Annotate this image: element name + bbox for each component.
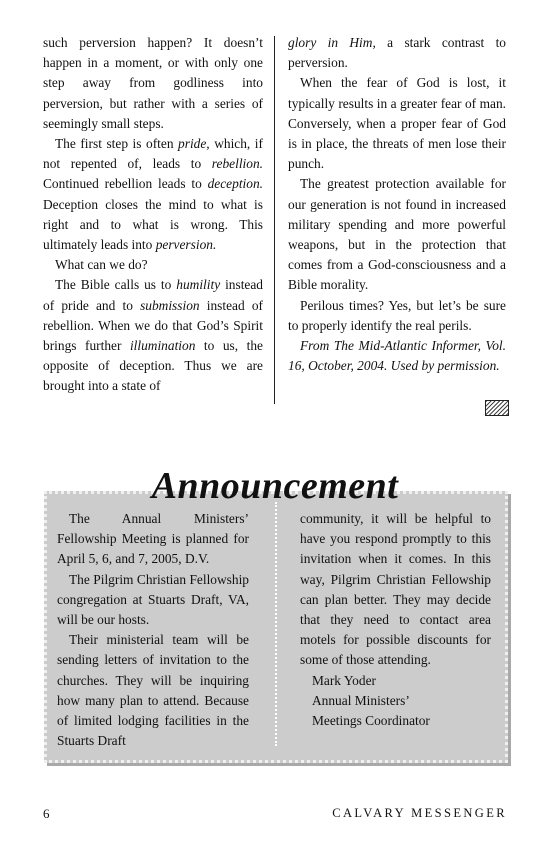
announcement-paragraph-2: The Pilgrim Christian Fellowship congregation at Stuarts Draft, VA, will be our hosts. — [57, 571, 249, 628]
text-run: to us, the opposite of deception. Thus we are brought into a state of — [43, 338, 263, 394]
text-run: The first step is often — [55, 136, 179, 152]
text-run: instead of rebellion. When we do that God’s Spirit brings further — [43, 297, 263, 354]
emphasis-submission: submission — [140, 297, 200, 313]
announcement-divider — [275, 502, 278, 746]
right-paragraph-3: The greatest protection available for our generation is not found in increased military spending and more powerful weapons, but in the protection that comes from a God-consciousness and a Bible morality. — [288, 176, 506, 293]
source-citation: From The Mid-Atlantic Informer, Vol. 16, October, 2004. Used by permission. — [288, 338, 506, 374]
article-end-mark-icon — [485, 400, 509, 416]
announcement-right-column — [300, 509, 491, 731]
right-paragraph-2: When the fear of God is lost, it typically results in a greater fear of man. Conversely, when a proper fear of God is in place, the threats of men lose their punch. — [288, 75, 506, 172]
text-run: a stark contrast to perversion. — [288, 35, 506, 71]
column-divider — [274, 36, 275, 404]
announcement-paragraph-1: The Annual Ministers’ Fellowship Meeting is planned for April 5, 6, and 7, 2005, D.V. — [57, 511, 249, 567]
text-run: The Bible calls us to — [55, 277, 177, 293]
emphasis-deception: deception. — [207, 176, 263, 192]
text-run: Continued rebellion leads to — [43, 176, 208, 192]
signature-name: Mark Yoder — [312, 672, 376, 688]
announcement-paragraph-3: Their ministerial team will be sending letters of invitation to the churches. They will be inquiring how many plan to attend. Because of limited lodging facilities in the Stuarts Draft — [57, 632, 249, 749]
text-run: which, if not repented of, leads to — [43, 136, 263, 172]
signature-title-line-1: Annual Ministers’ — [312, 692, 410, 708]
left-paragraph-1: such perversion happen? It doesn’t happen in a moment, or with only one step away from godliness into perversion, but rather with a series of seemingly small steps. — [43, 35, 263, 131]
announcement-left-column — [57, 509, 249, 751]
announcement-title: Announcement — [151, 465, 399, 507]
emphasis-glory: glory in Him, — [288, 35, 376, 50]
text-run: Deception closes the mind to what is right and to what is wrong. This ultimately leads into — [43, 196, 263, 253]
left-paragraph-4 — [43, 275, 263, 396]
signature-title-line-2: Meetings Coordinator — [312, 713, 430, 729]
emphasis-rebellion: rebellion. — [211, 156, 263, 172]
right-column — [288, 33, 506, 376]
left-paragraph-3: What can we do? — [55, 257, 148, 273]
text-run: instead of pride and to — [43, 277, 263, 313]
left-paragraph-2 — [43, 134, 263, 255]
emphasis-humility: humility — [176, 277, 221, 293]
running-head: CALVARY MESSENGER — [332, 806, 507, 820]
announcement-paragraph-4: community, it will be helpful to have you respond promptly to this invitation when it comes. In this way, Pilgrim Christian Fellowship can plan better. They may decide that they need to contact area motels for possible discounts for some of those attending. — [300, 511, 491, 668]
page-number: 6 — [43, 806, 50, 821]
left-column — [43, 33, 263, 397]
emphasis-pride: pride, — [178, 136, 210, 152]
right-paragraph-4: Perilous times? Yes, but let’s be sure to properly identify the real perils. — [288, 297, 506, 333]
emphasis-perversion: perversion. — [155, 237, 217, 253]
emphasis-illumination: illumination — [129, 338, 196, 354]
right-paragraph-1 — [288, 33, 506, 73]
